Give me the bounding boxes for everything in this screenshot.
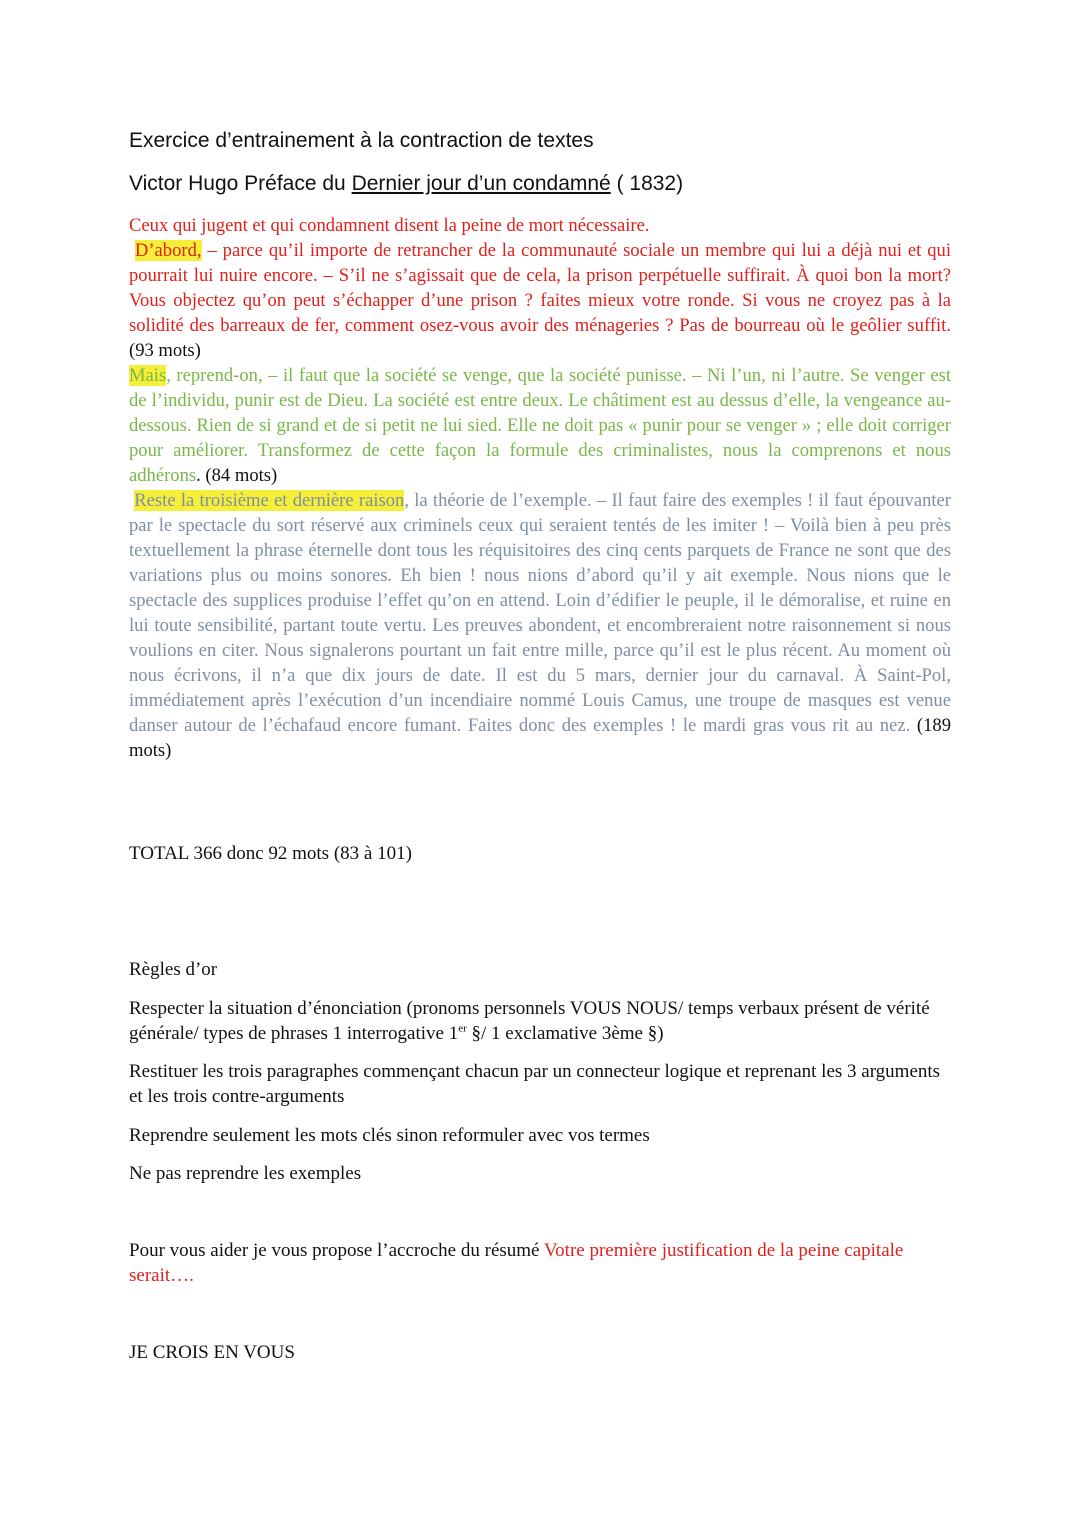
paragraph-2 [129,363,951,488]
connector-dabord: D’abord, [134,240,202,261]
document-subtitle [129,172,683,196]
connector-mais: Mais [129,365,167,386]
paragraph-3 [129,488,951,763]
paragraph-intro: Ceux qui jugent et qui condamnent disent la peine de mort nécessaire. [129,215,650,236]
accroche-text: Votre première justification de la peine capitale serait…. [129,1240,904,1286]
rule-enonciation-superscript: er [458,1022,467,1035]
rule-no-examples: Ne pas reprendre les exemples [129,1163,362,1184]
paragraph-2-text: , reprend-on, – il faut que la société se venge, que la société punisse. – Ni l’un, ni l’autre. Se venger est de l’individu, punir est de Dieu. La société est entre deux. Le châtiment est au dessus d’elle, la vengeance au-dessous. Rien de si grand et de si petit ne lui sied. Elle ne doit pas « punir pour se venger » ; elle doit corriger pour améliorer. Transformez de cette façon la formule des criminalistes, nous la comprenons et nous adhérons [129,365,951,486]
subtitle-year: ( 1832) [610,172,684,195]
closing-line: JE CROIS EN VOUS [129,1342,295,1363]
rule-enonciation [129,996,951,1046]
document-title: Exercice d’entrainement à la contraction de textes [129,129,594,152]
paragraph-1-word-count: (93 mots) [129,340,201,361]
accroche-intro: Pour vous aider je vous propose l’accroche du résumé [129,1240,544,1261]
subtitle-work-title: Dernier jour d’un condamné [351,172,611,195]
paragraph-2-word-count: . (84 mots) [196,465,278,486]
rule-enonciation-end: §/ 1 exclamative 3ème §) [466,1023,664,1044]
rule-keywords: Reprendre seulement les mots clés sinon reformuler avec vos termes [129,1125,650,1146]
rules-heading: Règles d’or [129,959,218,980]
accroche [129,1238,951,1288]
connector-reste: Reste la troisième et dernière raison [134,490,405,511]
word-total: TOTAL 366 donc 92 mots (83 à 101) [129,843,412,864]
paragraph-1 [129,238,951,363]
subtitle-prefix: Victor Hugo Préface du [129,172,352,195]
rule-paragraphs: Restituer les trois paragraphes commençant chacun par un connecteur logique et reprenant les 3 arguments et les trois contre-arguments [129,1061,941,1107]
rule-enonciation-text: Respecter la situation d’énonciation (pronoms personnels VOUS NOUS/ temps verbaux présent de vérité générale/ types de phrases 1 interrogative 1 [129,998,930,1044]
paragraph-1-text: – parce qu’il importe de retrancher de la communauté sociale un membre qui lui a déjà nui et qui pourrait lui nuire encore. – S’il ne s’agissait que de cela, la prison perpétuelle suffirait. À quoi bon la mort? Vous objectez qu’on peut s’échapper d’une prison ? faites mieux votre ronde. Si vous ne croyez pas à la solidité des barreaux de fer, comment osez-vous avoir des ménageries ? Pas de bourreau où le geôlier suffit. [129,240,951,336]
passage [129,213,951,763]
paragraph-3-word-count: (189 mots) [129,715,951,761]
paragraph-3-text: , la théorie de l’exemple. – Il faut faire des exemples ! il faut épouvanter par le spectacle du sort réservé aux criminels ceux qui seraient tentés de les imiter ! – Voilà bien à peu près textuellement la phrase éternelle dont tous les réquisitoires des cinq cents parquets de France ne sont que des variations plus ou moins sonores. Eh bien ! nous nions d’abord qu’il y ait exemple. Nous nions que le spectacle des supplices produise l’effet qu’on en attend. Loin d’édifier le peuple, il le démoralise, et ruine en lui toute sensibilité, partant toute vertu. Les preuves abondent, et encombreraient notre raisonnement si nous voulions en citer. Nous signalerons pourtant un fait entre mille, parce qu’il est le plus récent. Au moment où nous écrivons, il n’a que dix jours de date. Il est du 5 mars, dernier jour du carnaval. À Saint-Pol, immédiatement après l’exécution d’un incendiaire nommé Louis Camus, une troupe de masques est venue danser autour de l’échafaud encore fumant. Faites donc des exemples ! le mardi gras vous rit au nez. [129,490,951,736]
